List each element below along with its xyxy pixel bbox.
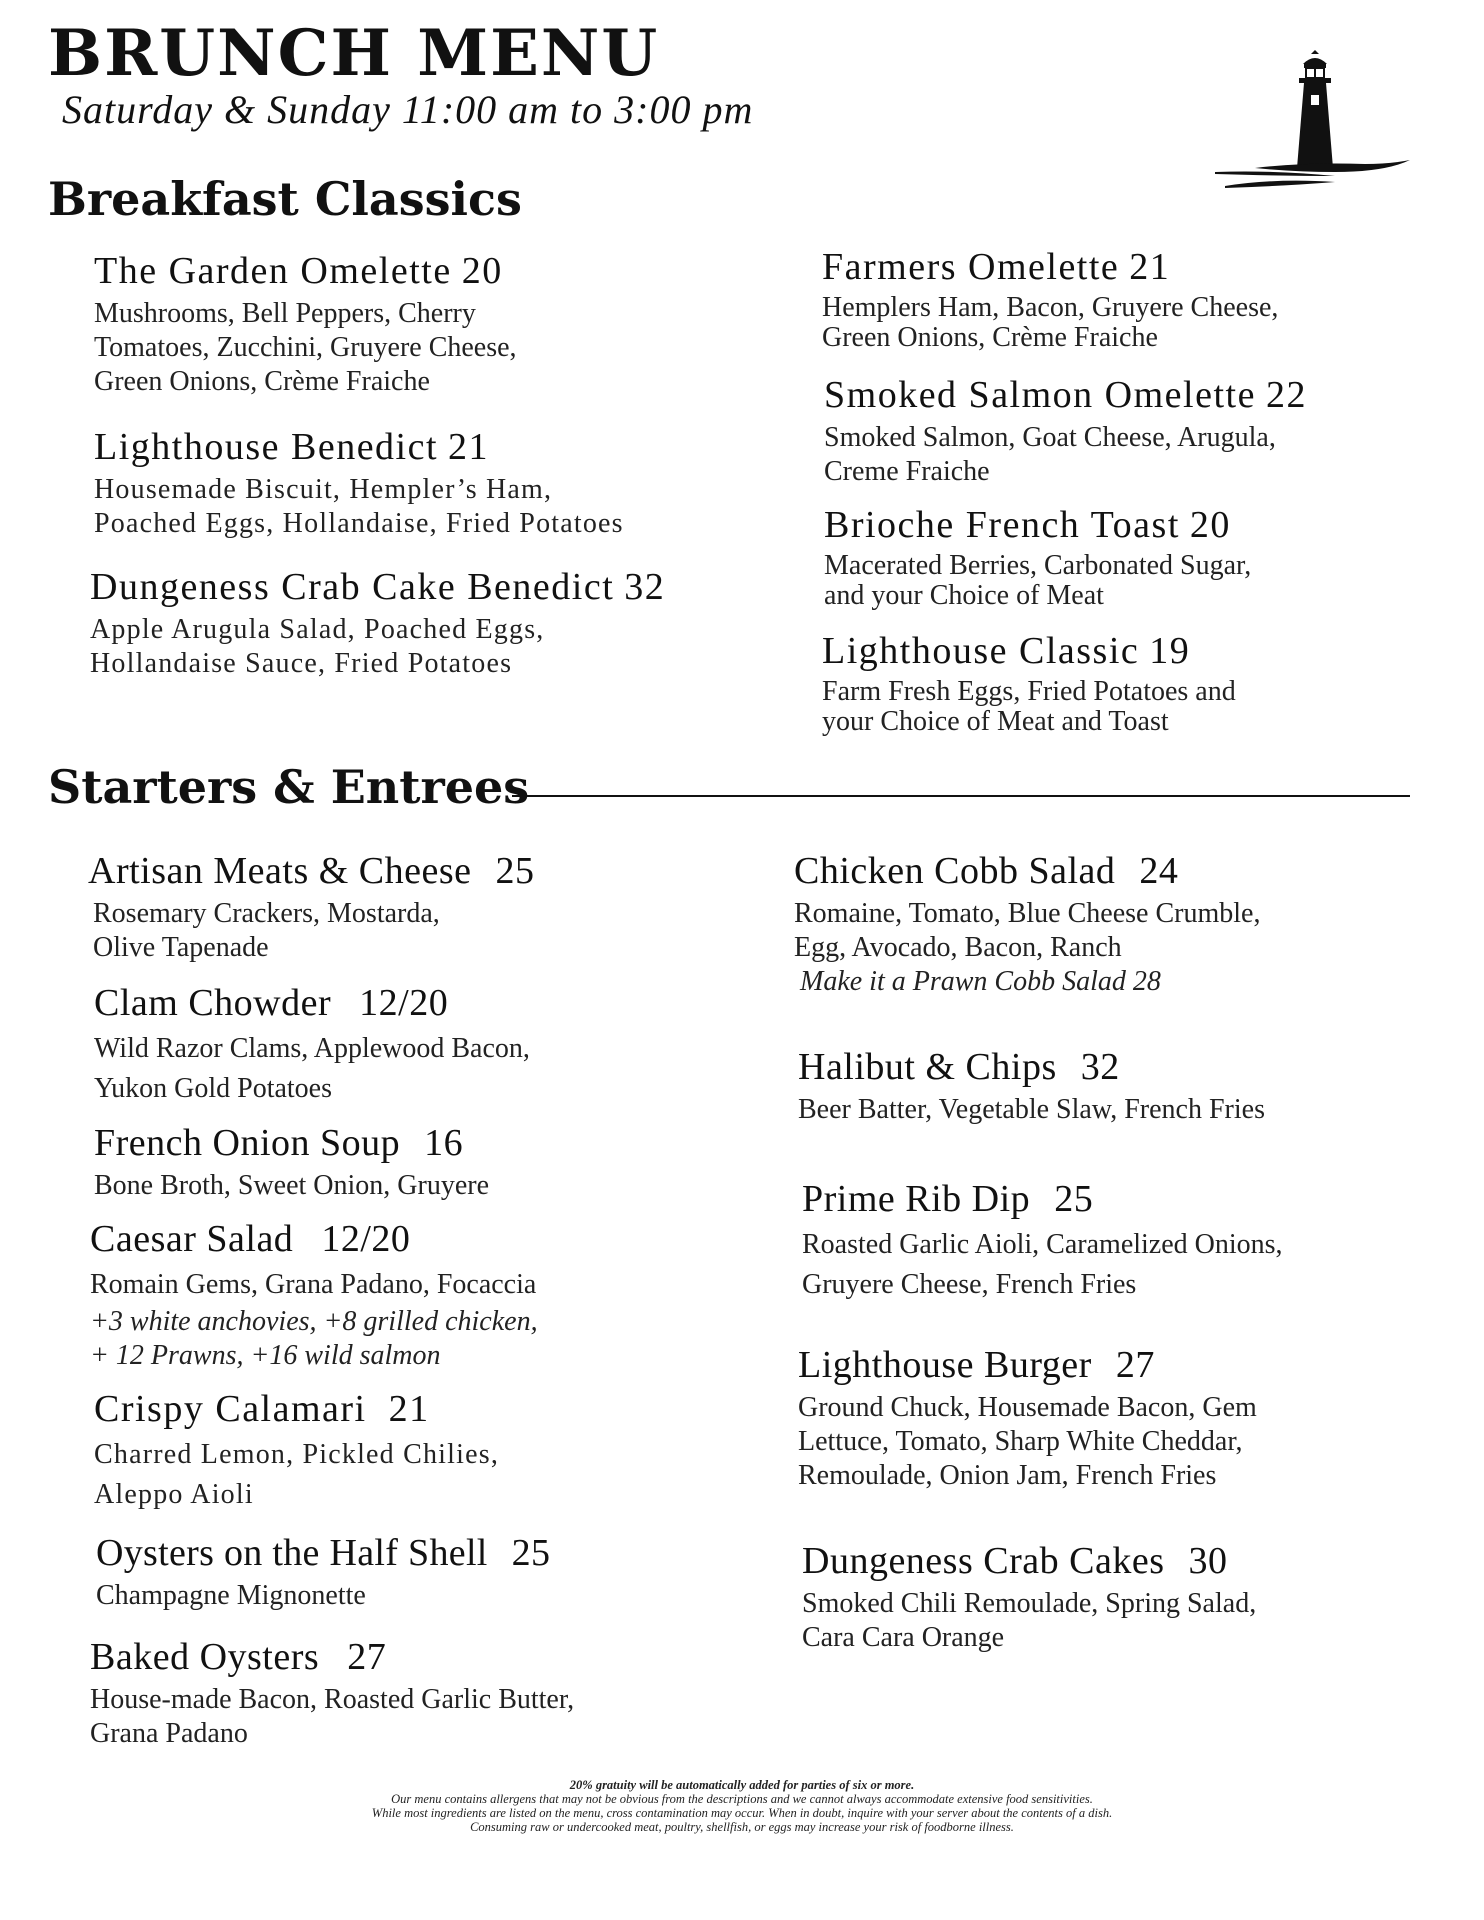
item-name-line: [794, 850, 1394, 894]
item-price: 32: [624, 566, 666, 608]
item-name: Crispy Calamari: [94, 1388, 367, 1430]
menu-item: [824, 374, 1424, 489]
item-description: Hemplers Ham, Bacon, Gruyere Cheese, Green Onions, Crème Fraiche: [822, 291, 1279, 353]
item-name-line: [88, 850, 688, 894]
item-name-line: [90, 1636, 690, 1680]
item-name: Prime Rib Dip: [802, 1178, 1031, 1220]
item-description: Champagne Mignonette: [96, 1579, 366, 1611]
cross-contamination-note: While most ingredients are listed on the menu, cross contamination may occur. When in doubt, inquire with your server about the contents of a dish.: [371, 1806, 1113, 1820]
raw-food-warning: Consuming raw or undercooked meat, poultry, shellfish, or eggs may increase your risk of foodborne illness.: [470, 1820, 1014, 1834]
menu-footer: [180, 1778, 1304, 1834]
menu-item: [94, 1122, 694, 1203]
lighthouse-icon: [1215, 50, 1415, 200]
item-name: Halibut & Chips: [798, 1046, 1057, 1088]
item-name-line: [802, 1540, 1402, 1584]
menu-item: [802, 1540, 1402, 1655]
item-name-line: [802, 1178, 1402, 1222]
item-name-line: [94, 250, 694, 294]
item-description: Smoked Chili Remoulade, Spring Salad, Cara Cara Orange: [802, 1587, 1257, 1653]
item-description: Macerated Berries, Carbonated Sugar, and your Choice of Meat: [824, 549, 1252, 611]
item-name: Lighthouse Burger: [798, 1344, 1092, 1386]
item-price: 27: [1115, 1344, 1155, 1386]
menu-item: [94, 1388, 694, 1515]
item-description: House-made Bacon, Roasted Garlic Butter, Grana Padano: [90, 1683, 575, 1749]
item-name: Smoked Salmon Omelette: [824, 374, 1256, 416]
item-name: Brioche French Toast: [824, 504, 1180, 546]
item-price: 12/20: [321, 1218, 411, 1260]
menu-item: [90, 1636, 690, 1751]
menu-item: [94, 982, 694, 1109]
item-name: Baked Oysters: [90, 1636, 320, 1678]
item-name-line: [824, 504, 1424, 548]
item-name-line: [90, 1218, 690, 1262]
item-name: Dungeness Crab Cake Benedict: [90, 566, 615, 608]
item-price: 32: [1080, 1046, 1120, 1088]
menu-item: [798, 1344, 1398, 1493]
item-name: Artisan Meats & Cheese: [88, 850, 472, 892]
item-name: Dungeness Crab Cakes: [802, 1540, 1165, 1582]
allergen-note: Our menu contains allergens that may not be obvious from the descriptions and we cannot always accommodate extensive food sensitivities.: [391, 1792, 1093, 1806]
item-name: Oysters on the Half Shell: [96, 1532, 488, 1574]
item-name: Clam Chowder: [94, 982, 332, 1024]
item-name-line: [94, 1122, 694, 1166]
item-description: Romaine, Tomato, Blue Cheese Crumble, Egg, Avocado, Bacon, Ranch: [794, 897, 1261, 963]
menu-hours: Saturday & Sunday 11:00 am to 3:00 pm: [62, 87, 754, 132]
item-name-line: [90, 566, 770, 610]
item-description: Ground Chuck, Housemade Bacon, Gem Lettuce, Tomato, Sharp White Cheddar, Remoulade, Onion Jam, French Fries: [798, 1391, 1257, 1491]
item-name: The Garden Omelette: [94, 250, 452, 292]
item-price: 20: [461, 250, 503, 292]
menu-item: [90, 1218, 690, 1373]
section-title-starters: Starters & Entrees: [48, 760, 530, 814]
item-name-line: [94, 1388, 694, 1432]
item-description: Bone Broth, Sweet Onion, Gruyere: [94, 1169, 490, 1201]
item-name-line: [798, 1046, 1398, 1090]
item-price: 30: [1188, 1540, 1228, 1582]
item-name: French Onion Soup: [94, 1122, 401, 1164]
item-price: 24: [1139, 850, 1179, 892]
item-price: 21: [1129, 246, 1171, 288]
item-price: 16: [424, 1122, 464, 1164]
item-name: Lighthouse Benedict: [94, 426, 439, 468]
menu-item: [822, 630, 1422, 737]
item-add-ons: Make it a Prawn Cobb Salad 28: [800, 965, 1161, 997]
item-price: 12/20: [359, 982, 449, 1024]
item-name-line: [822, 246, 1422, 290]
item-price: 21: [448, 426, 490, 468]
item-name: Lighthouse Classic: [822, 630, 1140, 672]
item-description: Mushrooms, Bell Peppers, Cherry Tomatoes, Zucchini, Gruyere Cheese, Green Onions, Crème Fraiche: [94, 297, 517, 397]
item-name: Farmers Omelette: [822, 246, 1120, 288]
item-name: Caesar Salad: [90, 1218, 294, 1260]
item-name-line: [96, 1532, 696, 1576]
menu-title: BRUNCH MENU: [48, 16, 660, 91]
section-divider: [512, 795, 1410, 797]
item-name-line: [822, 630, 1422, 674]
item-description: Apple Arugula Salad, Poached Eggs, Hollandaise Sauce, Fried Potatoes: [90, 613, 545, 679]
menu-item: [90, 566, 770, 681]
item-description: Roasted Garlic Aioli, Caramelized Onions, Gruyere Cheese, French Fries: [802, 1228, 1283, 1300]
item-price: 25: [511, 1532, 551, 1574]
menu-item: [88, 850, 688, 965]
menu-item: [94, 426, 694, 541]
item-name-line: [94, 982, 694, 1026]
item-add-ons: +3 white anchovies, +8 grilled chicken, + 12 Prawns, +16 wild salmon: [90, 1305, 538, 1371]
item-description: Wild Razor Clams, Applewood Bacon, Yukon Gold Potatoes: [94, 1032, 530, 1104]
menu-item: [802, 1178, 1402, 1305]
menu-item: [96, 1532, 696, 1613]
item-description: Rosemary Crackers, Mostarda, Olive Tapenade: [93, 897, 440, 963]
item-price: 21: [388, 1388, 430, 1430]
item-name-line: [824, 374, 1424, 418]
item-name-line: [94, 426, 694, 470]
item-description: Charred Lemon, Pickled Chilies, Aleppo Aioli: [94, 1438, 500, 1510]
menu-item: [94, 250, 694, 399]
section-title-breakfast: Breakfast Classics: [48, 172, 522, 226]
item-name-line: [798, 1344, 1398, 1388]
menu-item: [798, 1046, 1398, 1127]
item-price: 25: [495, 850, 535, 892]
item-price: 19: [1149, 630, 1191, 672]
item-description: Smoked Salmon, Goat Cheese, Arugula, Creme Fraiche: [824, 421, 1276, 487]
menu-item: [824, 504, 1424, 611]
item-description: Housemade Biscuit, Hempler’s Ham, Poached Eggs, Hollandaise, Fried Potatoes: [94, 473, 624, 539]
item-price: 25: [1054, 1178, 1094, 1220]
gratuity-note: 20% gratuity will be automatically added for parties of six or more.: [569, 1778, 915, 1792]
item-description: Romain Gems, Grana Padano, Focaccia: [90, 1268, 537, 1300]
item-name: Chicken Cobb Salad: [794, 850, 1116, 892]
item-description: Beer Batter, Vegetable Slaw, French Fries: [798, 1093, 1265, 1125]
menu-item: [794, 850, 1394, 999]
item-price: 22: [1265, 374, 1307, 416]
menu-item: [822, 246, 1422, 353]
item-price: 27: [347, 1636, 387, 1678]
item-description: Farm Fresh Eggs, Fried Potatoes and your Choice of Meat and Toast: [822, 675, 1236, 737]
item-price: 20: [1189, 504, 1231, 546]
